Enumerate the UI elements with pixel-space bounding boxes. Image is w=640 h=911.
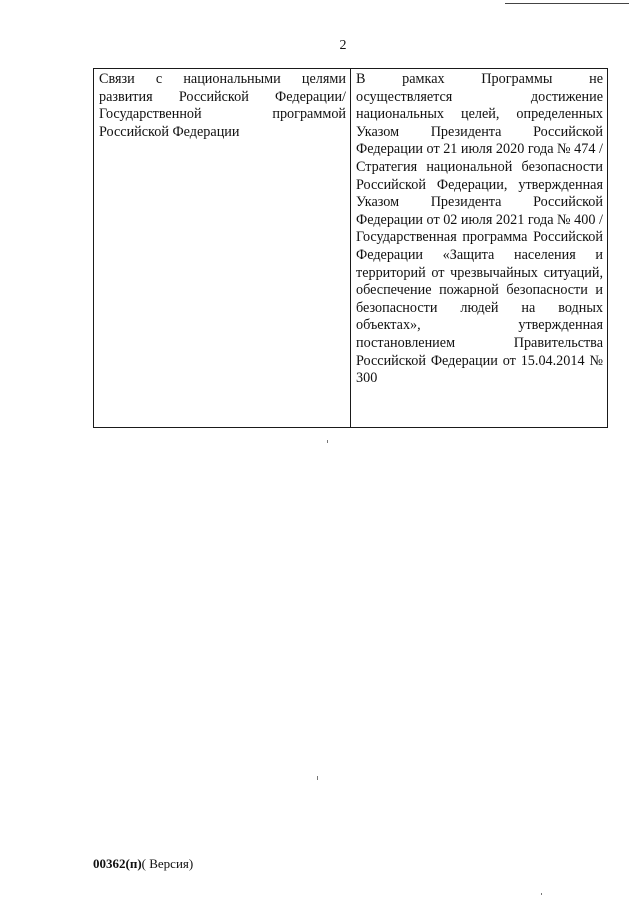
left-cell-text: Связи с национальными целями развития Российской Федерации/ Государственной программой Российской Федерации (99, 71, 346, 140)
left-cell (94, 69, 351, 428)
document-version: ( Версия) (141, 856, 194, 871)
right-cell (351, 69, 608, 428)
right-paragraph-security-strategy: Стратегия национальной безопасности Российской Федерации, утвержденная Указом Президента Российской Федерации от 02 июля 2021 года № 400 / (356, 158, 603, 228)
document-footer (93, 856, 193, 872)
scan-speck (541, 893, 542, 895)
right-paragraph-state-program: Государственная программа Российской Федерации «Защита населения и территорий от чрезвычайных ситуаций, обеспечение пожарной безопасности и безопасности людей на водных объектах», утвержденная постановлением Правительства Российской Федерации от 15.04.2014 № 300 (356, 229, 603, 387)
page-number: 2 (339, 38, 347, 53)
passport-table (93, 68, 608, 428)
scan-speck (327, 440, 328, 443)
table-row (94, 69, 608, 428)
scan-speck (317, 776, 318, 780)
document-code: 00362(п) (93, 856, 142, 871)
top-scan-rule (505, 3, 629, 4)
right-paragraph-national-goals: В рамках Программы не осуществляется достижение национальных целей, определенных Указом Президента Российской Федерации от 21 июля 2020 года № 474 / (356, 71, 603, 158)
